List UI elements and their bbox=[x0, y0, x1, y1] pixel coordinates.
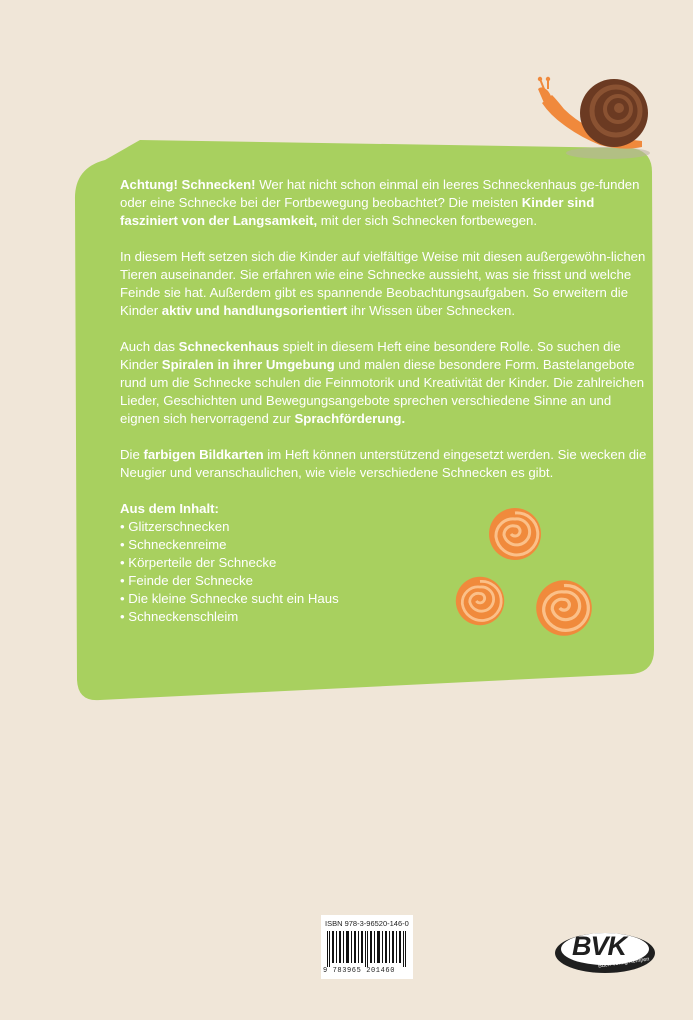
text: Wer hat nicht schon einmal ein leeres Schneckenhaus ge-funden oder eine Schnecke bei der Fortbewegung beobachtet? Die meisten bbox=[120, 177, 640, 210]
ean-number: 9 783965 201460 bbox=[323, 967, 396, 975]
list-item: • Feinde der Schnecke bbox=[120, 573, 253, 588]
barcode-bars bbox=[325, 931, 409, 967]
paragraph-content bbox=[120, 248, 650, 320]
paragraph-cards bbox=[120, 446, 650, 482]
contents-title: Aus dem Inhalt: bbox=[120, 501, 219, 516]
publisher-logo-subtitle: Buch Verlag Kempen bbox=[597, 956, 650, 970]
text-bold: Achtung! Schnecken! bbox=[120, 177, 256, 192]
isbn-label: ISBN 978-3-96520-146-0 bbox=[325, 919, 409, 928]
text: im Heft können unterstützend eingesetzt werden. Sie wecken die Neugier und veranschaulichen, wie viele verschiedene Schnecken es gibt. bbox=[120, 447, 647, 480]
text: mit der sich Schnecken fortbewegen. bbox=[317, 213, 538, 228]
contents-list bbox=[120, 518, 650, 626]
snail-illustration bbox=[530, 75, 660, 165]
text: ihr Wissen über Schnecken. bbox=[347, 303, 516, 318]
text-bold: farbigen Bildkarten bbox=[143, 447, 264, 462]
paragraph-intro bbox=[120, 176, 650, 230]
list-item: • Die kleine Schnecke sucht ein Haus bbox=[120, 591, 339, 606]
text-bold: Kinder sind fasziniert von der Langsamkeit, bbox=[120, 195, 595, 228]
text-bold: Sprachförderung. bbox=[294, 411, 406, 426]
list-item: • Körperteile der Schnecke bbox=[120, 555, 277, 570]
barcode bbox=[321, 915, 413, 979]
paragraph-shell bbox=[120, 338, 650, 428]
text-bold: aktiv und handlungsorientiert bbox=[161, 303, 348, 318]
description-text bbox=[120, 176, 650, 626]
text: und malen diese besondere Form. Bastelangebote rund um die Schnecke schulen die Feinmotorik und Kreativität der Kinder. Die zahlreichen Lieder, Geschichten und Bewegungsangebote sprechen verschiedene Sinne an und eignen sich hervorragend zur bbox=[120, 357, 645, 426]
text-bold: Spiralen in ihrer Umgebung bbox=[161, 357, 335, 372]
text: In diesem Heft setzen sich die Kinder auf vielfältige Weise mit diesen außergewöhn-lichen Tieren auseinander. Sie erfahren wie eine Schnecke aussieht, was sie frisst und welche Feinde sie hat. Außerdem gibt es spannende Beobachtungsaufgaben. So erweitern die Kinder bbox=[120, 249, 646, 318]
list-item: • Schneckenreime bbox=[120, 537, 227, 552]
text: Auch das bbox=[120, 339, 179, 354]
list-item: • Glitzerschnecken bbox=[120, 519, 230, 534]
list-item: • Schneckenschleim bbox=[120, 609, 239, 624]
text: Die bbox=[120, 447, 144, 462]
text: spielt in diesem Heft eine besondere Rolle. So suchen die Kinder bbox=[120, 339, 621, 372]
publisher-logo-text: BVK bbox=[572, 931, 627, 961]
text-bold: Schneckenhaus bbox=[178, 339, 280, 354]
